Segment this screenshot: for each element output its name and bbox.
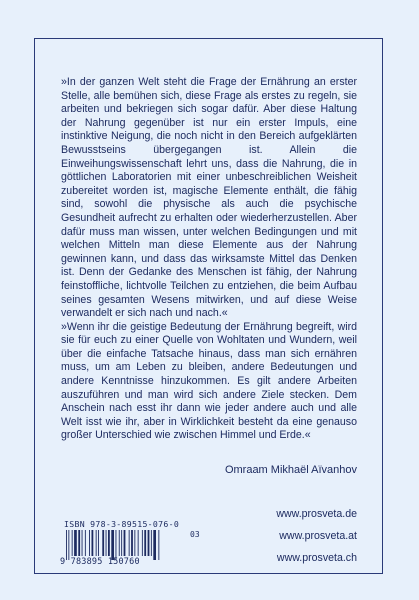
- barcode-bar: [111, 530, 114, 560]
- barcode-bar: [153, 530, 156, 560]
- quote-paragraph-1: »In der ganzen Welt steht die Frage der Ernährung an erster Stelle, alle bemühen sich, diese Frage als erstes zu regeln, sie arbeiten und bekriegen sich sogar dafür. Aber diese Haltung der Nahrung gegenüber ist nur ein erster Impuls, eine instinktive Neigung, die noch nicht in den Bereich aufgeklärten Bewusstseins übergegangen ist. Allein die Einweihungswissenschaft lehrt uns, dass die Nahrung, die in göttlichen Laboratorien mit einer unbeschreiblichen Weisheit zubereitet worden ist, magische Elemente enthält, die fähig sind, sowohl die physische als auch die psychische Gesundheit aufrecht zu erhalten oder wiederherzustellen. Aber dafür muss man wissen, unter welchen Bedingungen und mit welchen Mitteln man diese Elemente aus der Nahrung gewinnen kann, und dass das wirksamste Mittel das Denken ist. Denn der Gedanke des Menschen ist fähig, der Nahrung feinstoffliche, lichtvolle Teilchen zu entziehen, die beim Aufbau seines gesamten Wesens mitwirken, und auf diese Weise verwandelt er sich nach und nach.«: [61, 76, 357, 320]
- quote-block: [61, 76, 357, 443]
- website-list: [276, 503, 357, 569]
- barcode-bar: [98, 530, 99, 556]
- website-link-de[interactable]: www.prosveta.de: [276, 508, 357, 520]
- author-name: Omraam Mikhaël Aïvanhov: [224, 464, 357, 476]
- website-link-at[interactable]: www.prosveta.at: [279, 530, 357, 542]
- barcode-bar: [131, 530, 133, 556]
- barcode-bar: [106, 530, 107, 556]
- barcode-bar: [89, 530, 90, 556]
- barcode-bar: [142, 530, 143, 556]
- barcode-bar: [144, 530, 146, 556]
- barcode-bar: [124, 530, 126, 556]
- barcode-bar: [92, 530, 94, 556]
- quote-paragraph-2: »Wenn ihr die geistige Bedeutung der Ernährung begreift, wird sie für euch zu einer Quelle von Wohltaten und Wundern, weil über die einfache Tatsache hinaus, dass man sich ernähren muss, um am Leben zu bleiben, andere Bedeutungen und andere Kenntnisse hinzukommen. Es gilt andere Arbeiten auszuführen und man wird sich andere Ziele stecken. Dem Anschein nach esst ihr dann wie jeder andere auch und alle Welt isst wie ihr, aber in Wirklichkeit besteht da eine genauso großer Unterschied wie zwischen Himmel und Erde.«: [61, 320, 357, 442]
- barcode-bar: [66, 530, 67, 560]
- barcode-bar: [108, 530, 110, 556]
- barcode-bar: [78, 530, 80, 556]
- isbn-label: ISBN 978-3-89515-076-0: [64, 519, 180, 529]
- barcode-bar: [96, 530, 97, 556]
- barcode-bar: [121, 530, 122, 556]
- barcode-bar: [158, 530, 159, 560]
- barcode-bar: [151, 530, 152, 556]
- price-code: 03: [190, 530, 200, 539]
- barcode-bar: [148, 530, 150, 556]
- website-link-ch[interactable]: www.prosveta.ch: [276, 552, 357, 564]
- barcode-bar: [72, 530, 73, 556]
- barcode-bar: [119, 530, 120, 556]
- barcode-bar: [82, 530, 83, 556]
- barcode-digits: 9 783895 150760: [60, 557, 140, 567]
- barcode-bar: [68, 530, 69, 560]
- barcode-bar: [102, 530, 104, 556]
- barcode-bar: [74, 530, 77, 556]
- barcode-bar: [129, 530, 130, 556]
- barcode-bar: [116, 530, 117, 560]
- barcode-bar: [138, 530, 139, 556]
- barcode-bar: [134, 530, 135, 556]
- barcode-bar: [85, 530, 86, 556]
